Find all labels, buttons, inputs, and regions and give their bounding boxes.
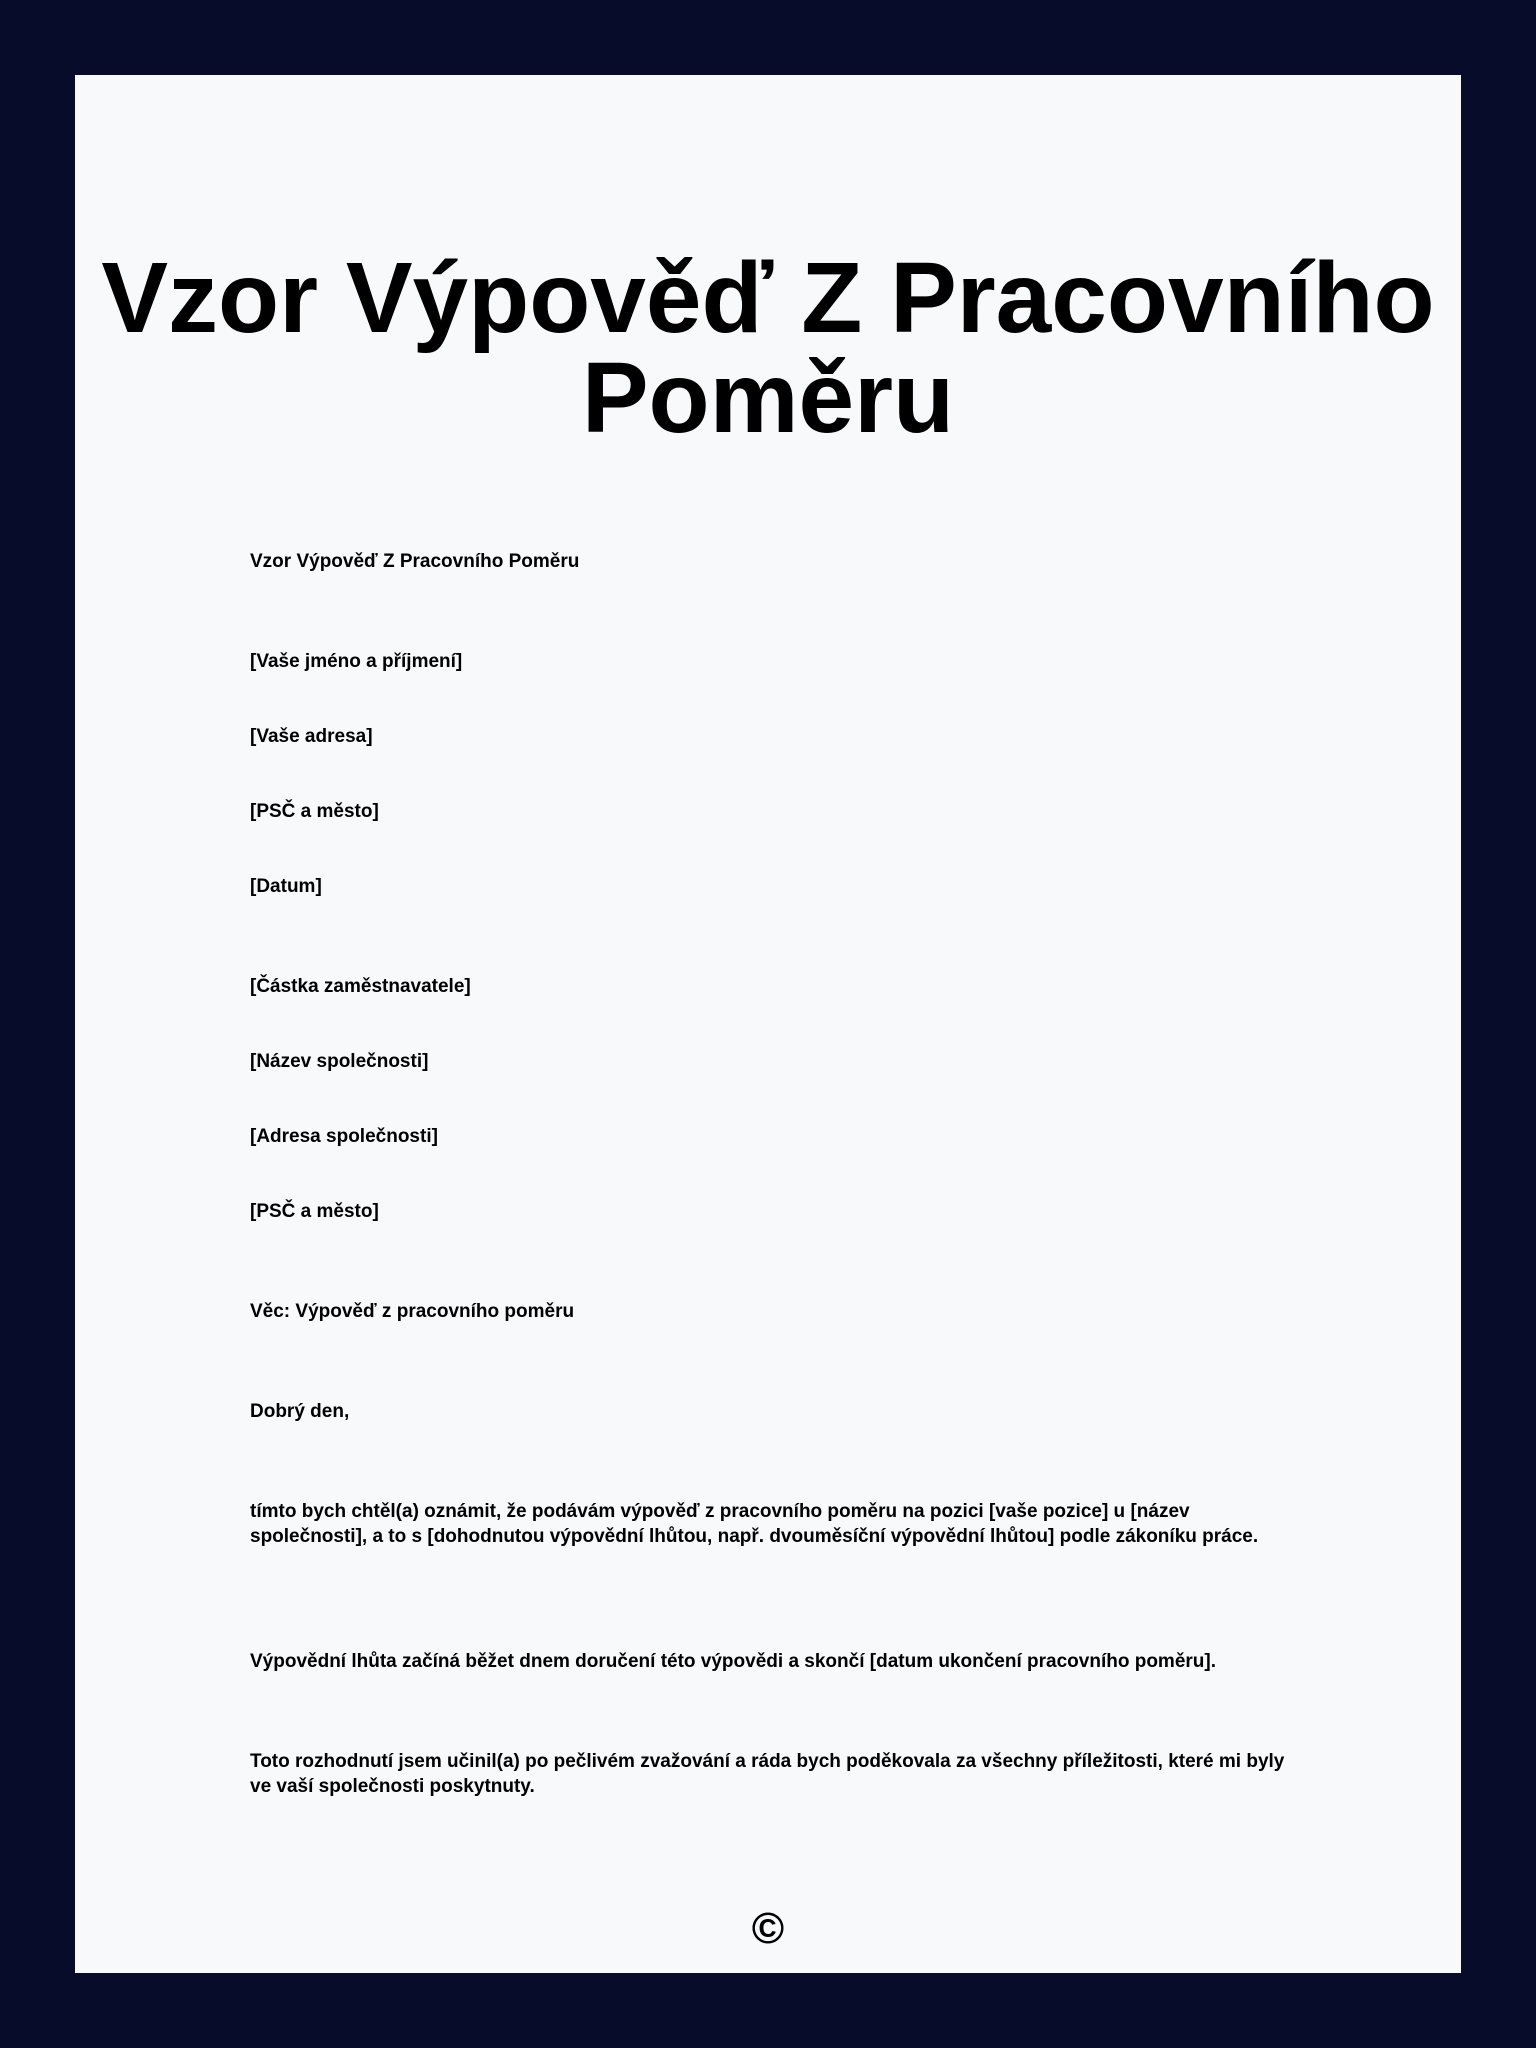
sender-name: [Vaše jméno a příjmení] [250, 651, 463, 672]
letter-paragraph-notice-period: Výpovědní lhůta začíná běžet dnem doručení této výpovědi a skončí [datum ukončení pracovního poměru]. [250, 1651, 1217, 1672]
document-page [75, 75, 1461, 1973]
page-title: Vzor Výpověď Z Pracovního Poměru [101, 242, 1435, 454]
sender-zip-city: [PSČ a město] [250, 801, 379, 822]
letter-date: [Datum] [250, 876, 322, 897]
letter-greeting: Dobrý den, [250, 1401, 350, 1422]
letter-heading: Vzor Výpověď Z Pracovního Poměru [250, 551, 580, 572]
recipient-employer: [Částka zaměstnavatele] [250, 976, 471, 997]
sender-address: [Vaše adresa] [250, 726, 373, 747]
recipient-company-address: [Adresa společnosti] [250, 1126, 438, 1147]
copyright-icon: © [751, 1904, 785, 1953]
letter-subject: Věc: Výpověď z pracovního poměru [250, 1301, 575, 1322]
recipient-zip-city: [PSČ a město] [250, 1201, 379, 1222]
recipient-company-name: [Název společnosti] [250, 1051, 429, 1072]
letter-paragraph-notice: tímto bych chtěl(a) oznámit, že podávám výpověď z pracovního poměru na pozici [vaše pozice] u [název společnosti], a to s [dohodnutou výpovědní lhůtou, např. dvouměsíční výpovědní lhůtou] podle zákoníku práce. [250, 1501, 1259, 1547]
letter-paragraph-thanks: Toto rozhodnutí jsem učinil(a) po pečlivém zvažování a ráda bych poděkovala za všechny příležitosti, které mi byly ve vaší společnosti poskytnuty. [250, 1751, 1285, 1797]
